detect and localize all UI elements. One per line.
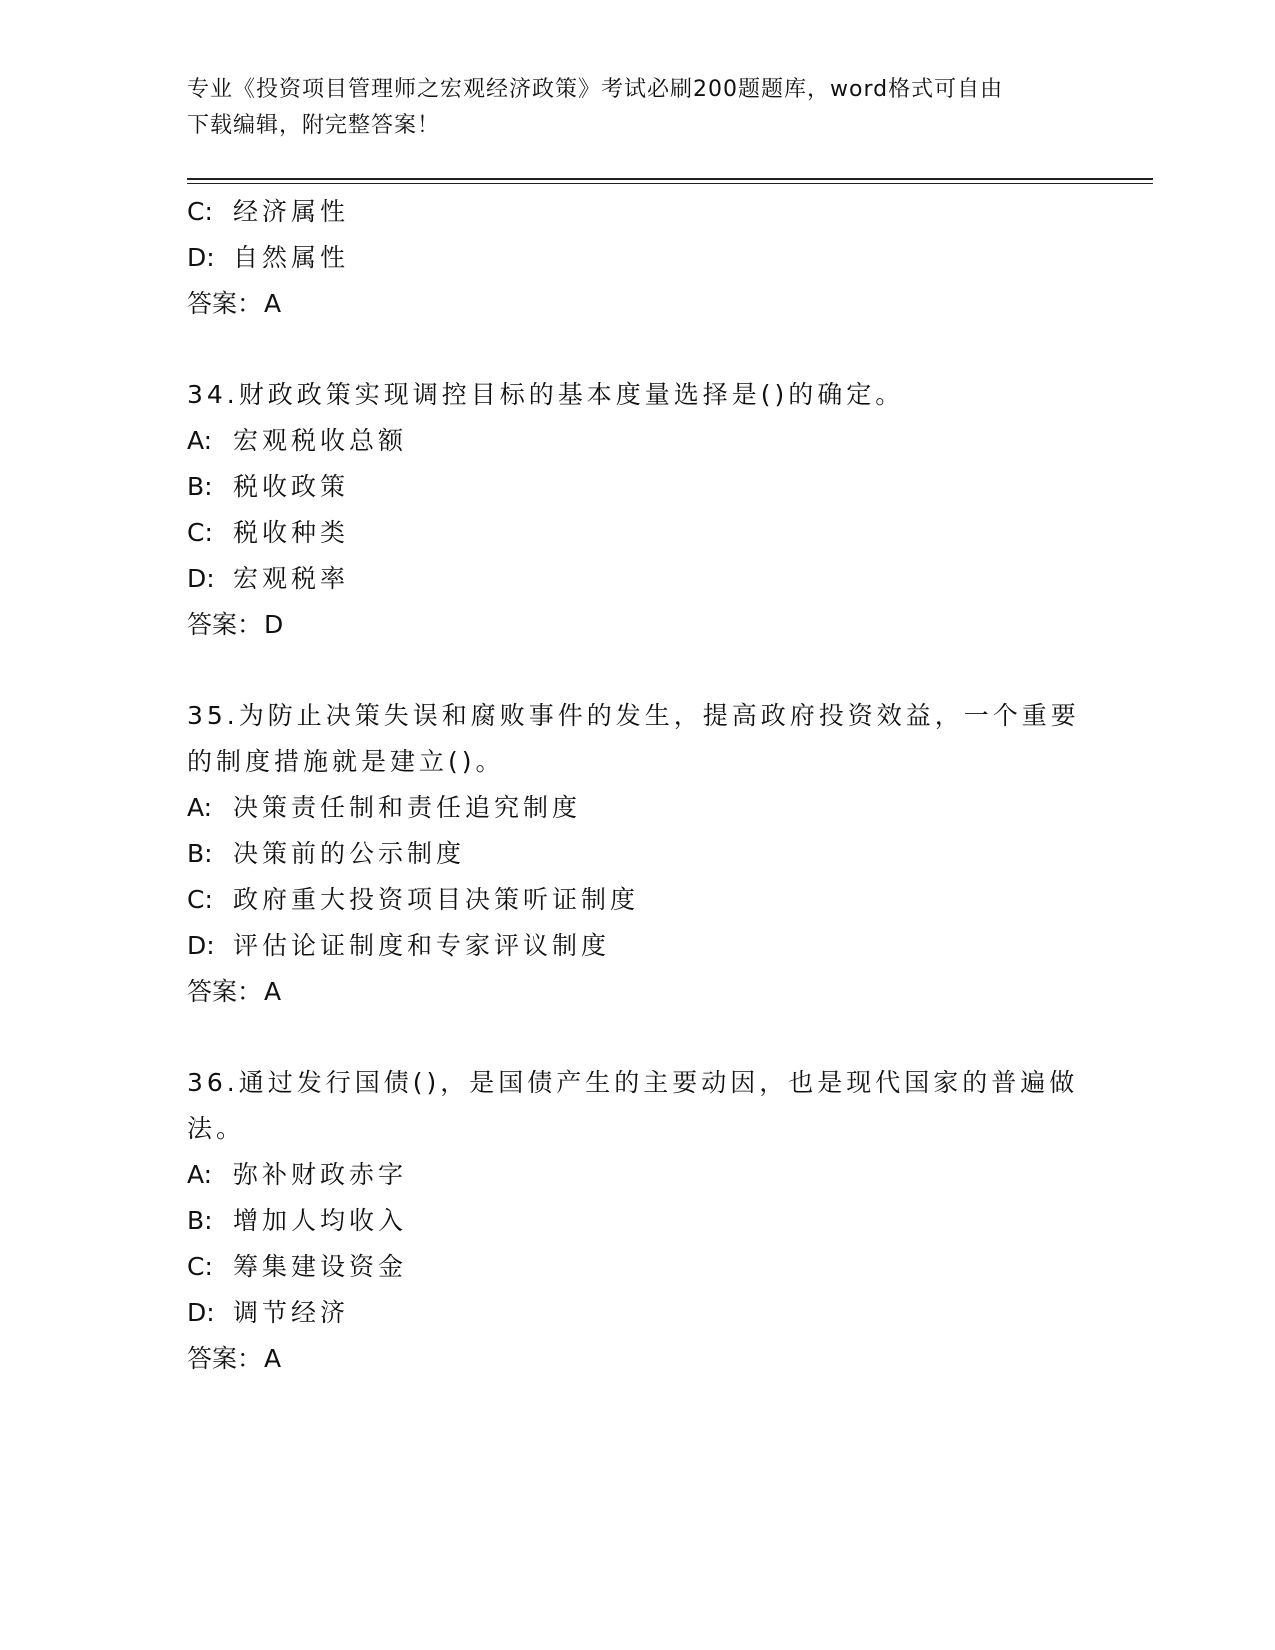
option-d	[187, 923, 1087, 969]
question-stem: 34.财政政策实现调控目标的基本度量选择是()的确定。	[187, 380, 905, 409]
answer-label: 答案：	[187, 289, 263, 318]
question-stem-continued: 的制度措施就是建立()。	[187, 747, 505, 776]
option-c	[187, 1244, 1087, 1290]
question-34	[187, 372, 1087, 648]
question-gap	[187, 648, 1087, 693]
option-c	[187, 510, 1087, 556]
option-letter: B:	[187, 472, 213, 501]
answer-line	[187, 969, 1087, 1015]
option-b	[187, 464, 1087, 510]
option-text: 增加人均收入	[233, 1206, 408, 1235]
option-text: 税收政策	[233, 472, 350, 501]
option-letter: A:	[187, 793, 213, 822]
option-d	[187, 235, 1087, 281]
option-letter: B:	[187, 1206, 213, 1235]
answer-line	[187, 602, 1087, 648]
option-letter: C:	[187, 1252, 213, 1281]
option-a	[187, 785, 1087, 831]
question-gap	[187, 327, 1087, 372]
option-letter: A:	[187, 426, 213, 455]
option-text: 决策前的公示制度	[233, 839, 466, 868]
option-letter: D:	[187, 931, 215, 960]
question-gap	[187, 1015, 1087, 1060]
option-text: 宏观税收总额	[233, 426, 408, 455]
option-a	[187, 1152, 1087, 1198]
document-header	[187, 72, 1087, 144]
header-line-2: 下载编辑，附完整答案！	[187, 113, 441, 138]
header-divider	[187, 178, 1153, 184]
answer-value: A	[264, 1344, 282, 1373]
option-b	[187, 1198, 1087, 1244]
option-text: 政府重大投资项目决策听证制度	[233, 885, 640, 914]
header-line-1: 专业《投资项目管理师之宏观经济政策》考试必刷200题题库，word格式可自由	[187, 77, 1004, 102]
option-letter: A:	[187, 1160, 213, 1189]
option-a	[187, 418, 1087, 464]
answer-value: A	[264, 977, 282, 1006]
question-stem-continued: 法。	[187, 1114, 246, 1143]
question-36	[187, 1060, 1087, 1382]
option-text: 税收种类	[233, 518, 350, 547]
answer-line	[187, 281, 1087, 327]
option-text: 筹集建设资金	[233, 1252, 408, 1281]
question-35	[187, 693, 1087, 1015]
answer-line	[187, 1336, 1087, 1382]
question-33-continued	[187, 189, 1087, 327]
option-text: 弥补财政赤字	[233, 1160, 408, 1189]
option-c	[187, 877, 1087, 923]
answer-value: D	[264, 610, 284, 639]
option-d	[187, 1290, 1087, 1336]
option-letter: C:	[187, 885, 213, 914]
option-letter: C:	[187, 518, 213, 547]
option-letter: B:	[187, 839, 213, 868]
option-c	[187, 189, 1087, 235]
option-letter: C:	[187, 197, 213, 226]
option-letter: D:	[187, 564, 215, 593]
answer-label: 答案：	[187, 977, 263, 1006]
option-text: 经济属性	[233, 197, 350, 226]
option-b	[187, 831, 1087, 877]
option-text: 评估论证制度和专家评议制度	[233, 931, 611, 960]
answer-label: 答案：	[187, 610, 263, 639]
option-letter: D:	[187, 1298, 215, 1327]
answer-value: A	[264, 289, 282, 318]
option-letter: D:	[187, 243, 215, 272]
option-text: 调节经济	[233, 1298, 350, 1327]
option-d	[187, 556, 1087, 602]
option-text: 决策责任制和责任追究制度	[233, 793, 582, 822]
option-text: 宏观税率	[233, 564, 350, 593]
option-text: 自然属性	[233, 243, 350, 272]
answer-label: 答案：	[187, 1344, 263, 1373]
document-body	[187, 189, 1087, 1382]
question-stem: 35.为防止决策失误和腐败事件的发生，提高政府投资效益，一个重要	[187, 701, 1080, 730]
question-stem: 36.通过发行国债()，是国债产生的主要动因，也是现代国家的普遍做	[187, 1068, 1079, 1097]
